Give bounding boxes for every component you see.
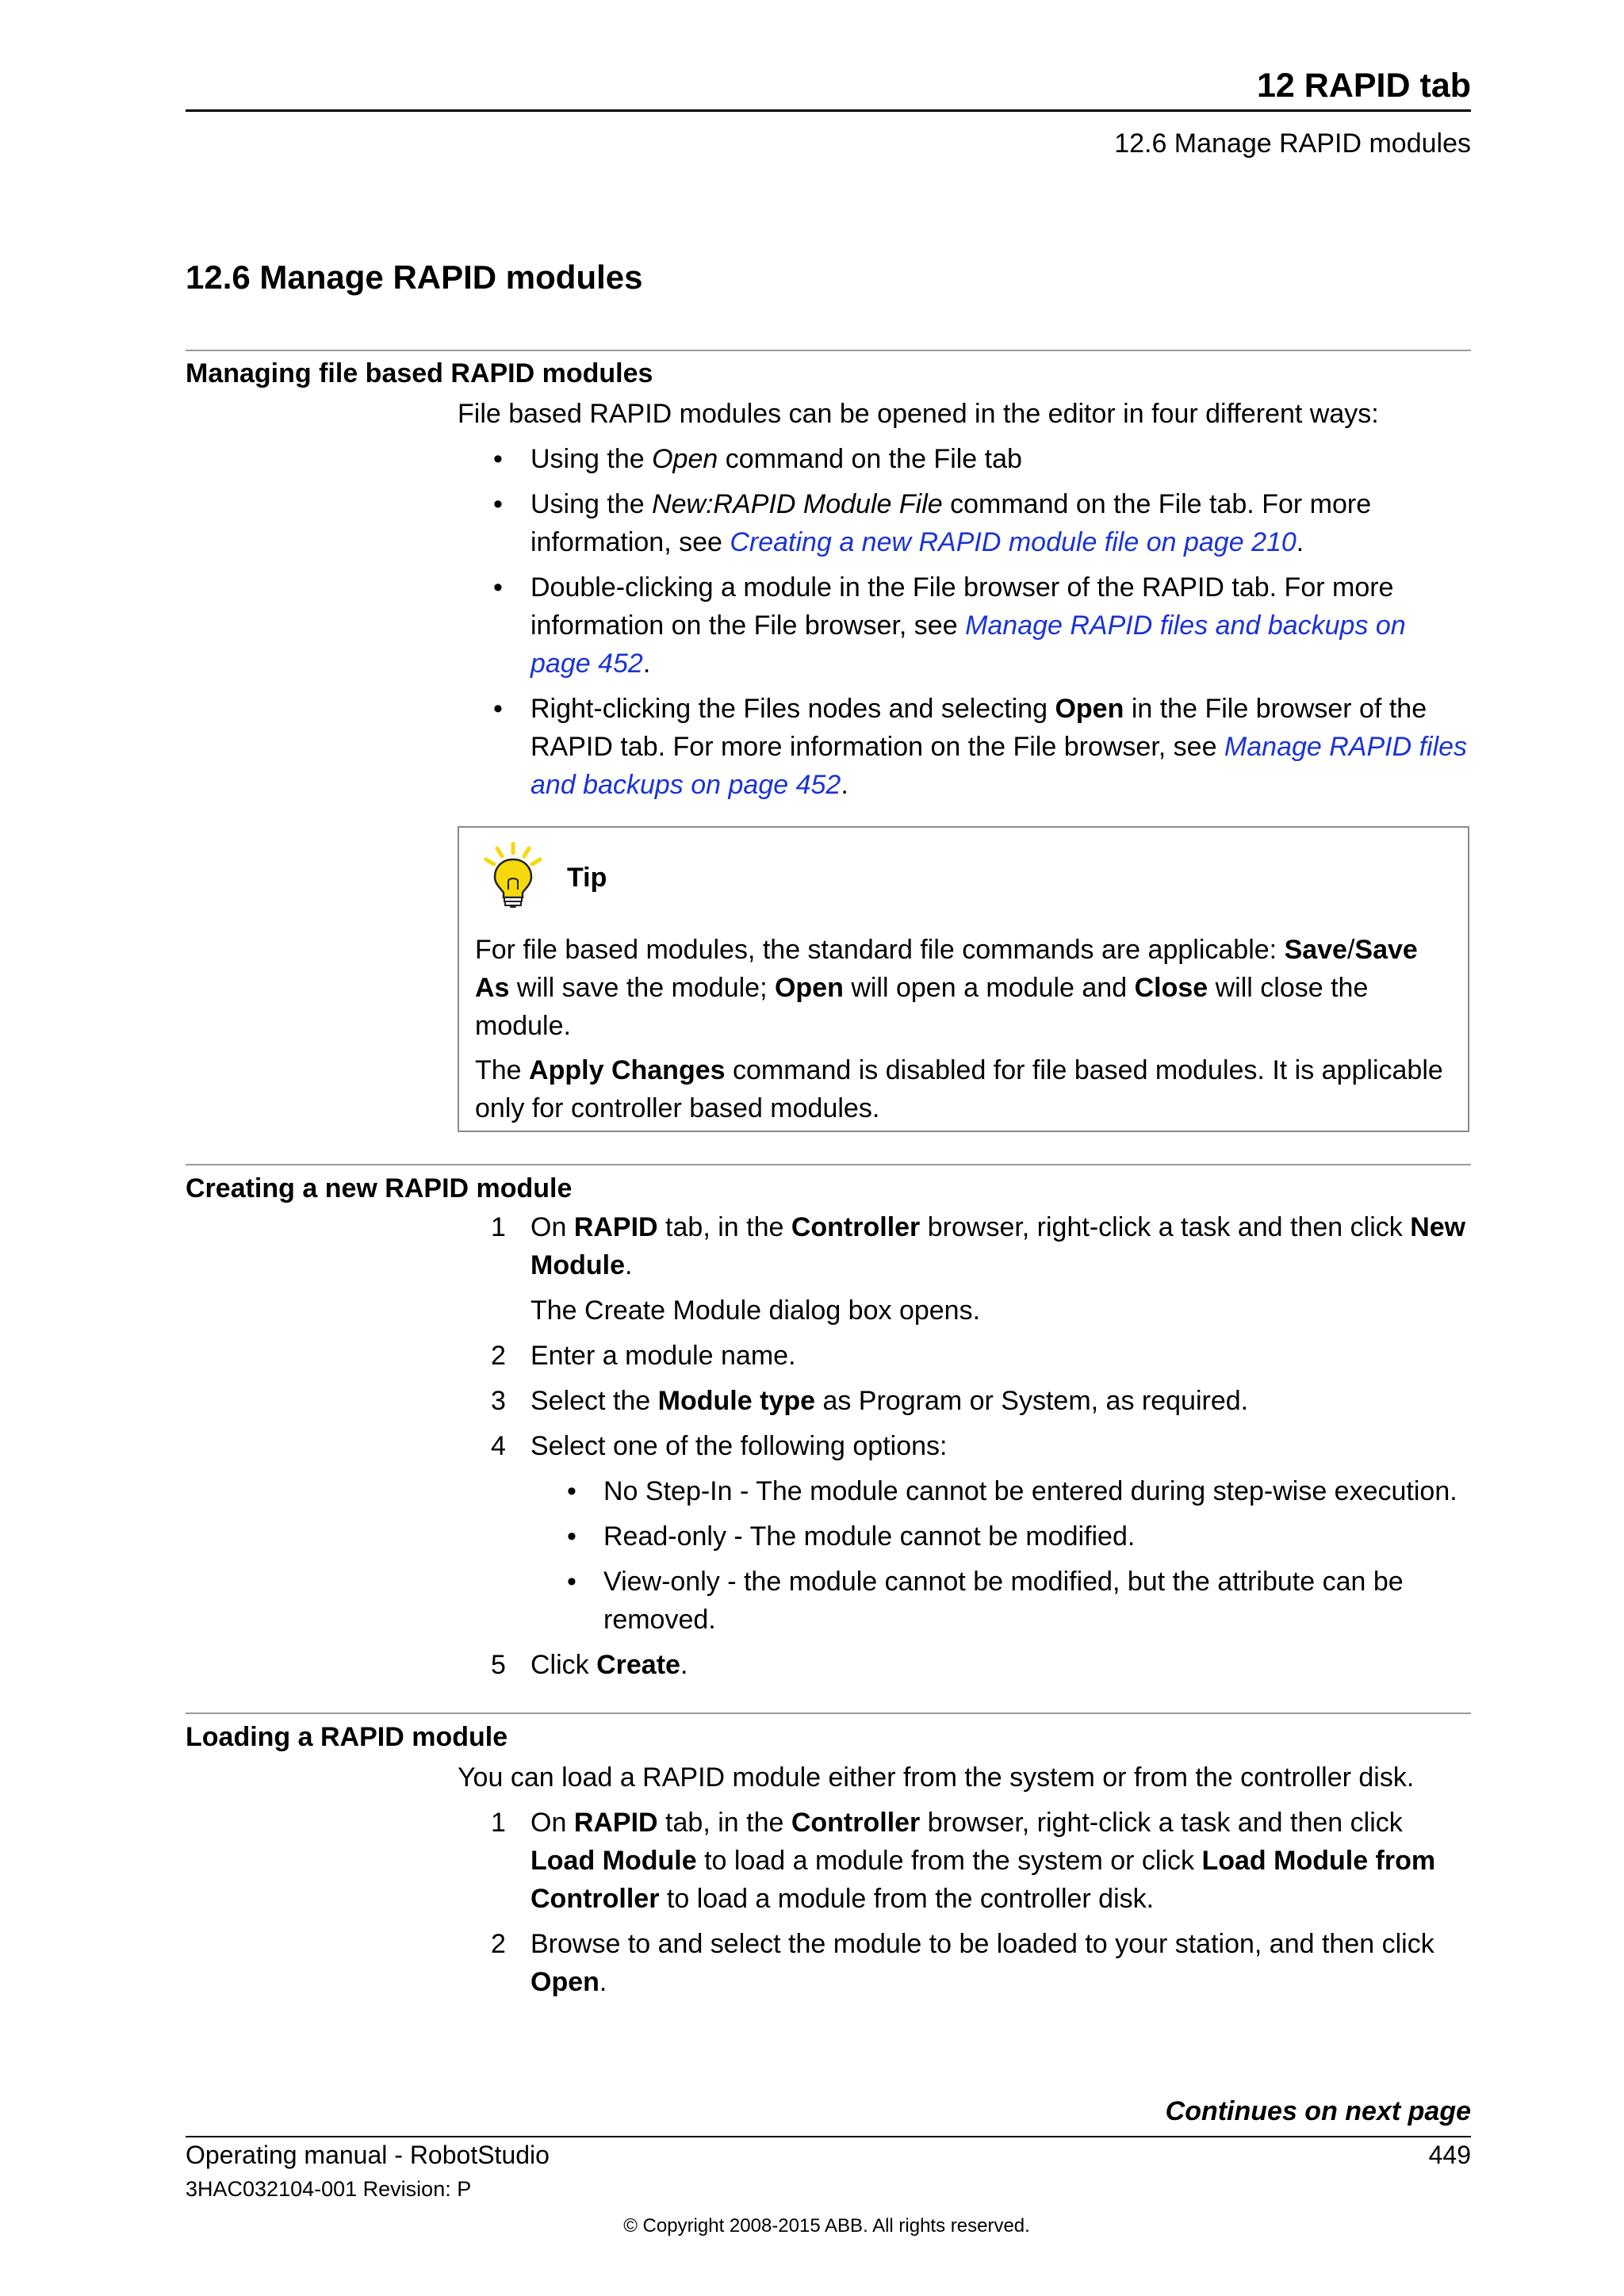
bullet-mark: • [493, 444, 503, 474]
list-item [458, 1563, 1473, 1639]
text: Enter a module name. [530, 1341, 796, 1371]
tip-paragraph [475, 931, 1455, 1045]
step-number: 3 [491, 1386, 506, 1416]
text: / [1346, 935, 1355, 965]
text: will open a module and [843, 973, 1135, 1003]
ui-term: RAPID [573, 1212, 658, 1242]
command-name: Save [1284, 935, 1347, 965]
text: Right-clicking the Files nodes and selecting [530, 694, 1055, 724]
list-item [458, 1208, 1473, 1284]
section-heading-loading: Loading a RAPID module [186, 1722, 508, 1752]
step-number: 1 [491, 1808, 506, 1838]
text: . [1296, 527, 1304, 557]
text: On [530, 1808, 574, 1838]
command-name: Save As [475, 935, 1418, 1003]
step-number: 2 [491, 1341, 506, 1371]
text: Using the [530, 489, 653, 519]
text: as Program or System, as required. [815, 1386, 1249, 1416]
text: Using the [530, 444, 653, 474]
command-name: Apply Changes [529, 1055, 726, 1085]
link-manage-rapid-files[interactable]: Manage RAPID files and backups on page 452 [530, 732, 1468, 800]
bullet-mark: • [493, 572, 503, 603]
text: For file based modules, the standard file commands are applicable: [475, 935, 1285, 965]
ui-term: New Module [530, 1212, 1466, 1280]
loading-intro: You can load a RAPID module either from the system or from the controller disk. [458, 1762, 1415, 1793]
text: Read-only - The module cannot be modified. [603, 1521, 1136, 1552]
text: The [475, 1055, 530, 1085]
text: On [530, 1212, 574, 1242]
list-item [458, 1925, 1473, 2001]
text: . [680, 1650, 688, 1680]
bullet-mark: • [567, 1567, 576, 1597]
managing-intro: File based RAPID modules can be opened in the editor in four different ways: [458, 399, 1379, 429]
text: command on the File tab. For more information, see [530, 489, 1372, 557]
bullet-mark: • [493, 694, 503, 724]
step-note: The Create Module dialog box opens. [530, 1295, 981, 1326]
text: Select the [530, 1386, 658, 1416]
text: tab, in the [657, 1808, 791, 1838]
section-rule [186, 350, 1471, 351]
tip-label: Tip [567, 863, 607, 893]
page-title: 12.6 Manage RAPID modules [186, 258, 643, 296]
link-creating-rapid-module-file[interactable]: Creating a new RAPID module file on page 210 [730, 527, 1297, 557]
list-item [458, 1804, 1473, 1918]
list-item [458, 1472, 1473, 1510]
text: to load a module from the controller disk. [659, 1884, 1155, 1914]
step-number: 5 [491, 1650, 506, 1680]
ui-term: Load Module from Controller [530, 1846, 1436, 1914]
link-manage-rapid-files[interactable]: Manage RAPID files and backups on page 452 [530, 610, 1406, 679]
text: Double-clicking a module in the File browser of the RAPID tab. For more information on the File browser, see [530, 572, 1394, 641]
text: Select one of the following options: [530, 1431, 948, 1461]
list-item [458, 690, 1473, 804]
list-item [458, 1646, 1473, 1684]
text: command is disabled for file based modules. It is applicable only for controller based modules. [475, 1055, 1443, 1123]
list-item [458, 1382, 1473, 1420]
creating-steps-list [458, 1208, 1473, 1684]
section-rule [186, 1712, 1471, 1714]
list-item [458, 1427, 1473, 1465]
text: browser, right-click a task and then click [920, 1212, 1411, 1242]
command-name: New:RAPID Module File [652, 489, 943, 519]
text: View-only - the module cannot be modified, but the attribute can be removed. [603, 1567, 1404, 1635]
text: will save the module; [509, 973, 775, 1003]
list-item [458, 485, 1473, 561]
text: . [642, 649, 651, 679]
loading-steps-list [458, 1804, 1473, 2001]
ui-term: Controller [791, 1808, 921, 1838]
text: browser, right-click a task and then click [920, 1808, 1403, 1838]
text: in the File browser of the RAPID tab. For more information on the File browser, see [530, 694, 1427, 762]
step-number: 2 [491, 1929, 506, 1959]
bullet-mark: • [567, 1476, 576, 1506]
section-heading-managing: Managing file based RAPID modules [186, 358, 653, 388]
section-heading-creating: Creating a new RAPID module [186, 1173, 573, 1203]
ui-term: Module type [657, 1386, 815, 1416]
text: Click [530, 1650, 597, 1680]
footer-document-id: 3HAC032104-001 Revision: P [186, 2177, 472, 2201]
text: tab, in the [657, 1212, 791, 1242]
page-number: 449 [1428, 2141, 1471, 2169]
text: No Step-In - The module cannot be entered during step-wise execution. [603, 1476, 1457, 1506]
footer-rule [186, 2136, 1471, 2137]
tip-box [458, 826, 1469, 1132]
footer-manual-title: Operating manual - RobotStudio [186, 2141, 550, 2169]
ui-term: Create [596, 1650, 680, 1680]
tip-paragraph [475, 1051, 1455, 1127]
list-item [458, 568, 1473, 683]
footer-copyright: © Copyright 2008-2015 ABB. All rights reserved. [623, 2215, 1030, 2237]
continues-note: Continues on next page [1165, 2096, 1471, 2126]
header-rule [186, 109, 1471, 112]
list-item [458, 1517, 1473, 1556]
command-name: Open [1055, 694, 1124, 724]
text: to load a module from the system or click [696, 1846, 1202, 1876]
managing-bullet-list [458, 440, 1473, 804]
step-number: 1 [491, 1212, 506, 1242]
text: . [599, 1967, 607, 1997]
text: command on the File tab [718, 444, 1022, 474]
ui-term: Controller [791, 1212, 921, 1242]
text: . [624, 1250, 633, 1280]
running-header-section: 12.6 Manage RAPID modules [1114, 128, 1471, 159]
text: . [841, 770, 848, 800]
text: will close the module. [475, 973, 1369, 1041]
bullet-mark: • [567, 1521, 576, 1552]
command-name: Close [1134, 973, 1208, 1003]
text: Browse to and select the module to be loaded to your station, and then click [530, 1929, 1434, 1959]
list-item [458, 440, 1473, 478]
bullet-mark: • [493, 489, 503, 519]
list-item [458, 1337, 1473, 1375]
lightbulb-icon [481, 842, 545, 909]
running-header-chapter: 12 RAPID tab [1256, 67, 1471, 105]
command-name: Open [774, 973, 844, 1003]
step-number: 4 [491, 1431, 506, 1461]
list-item [458, 1292, 1473, 1330]
section-rule [186, 1164, 1471, 1165]
ui-term: Open [530, 1967, 599, 1997]
command-name: Open [652, 444, 718, 474]
ui-term: Load Module [530, 1846, 697, 1876]
ui-term: RAPID [573, 1808, 658, 1838]
